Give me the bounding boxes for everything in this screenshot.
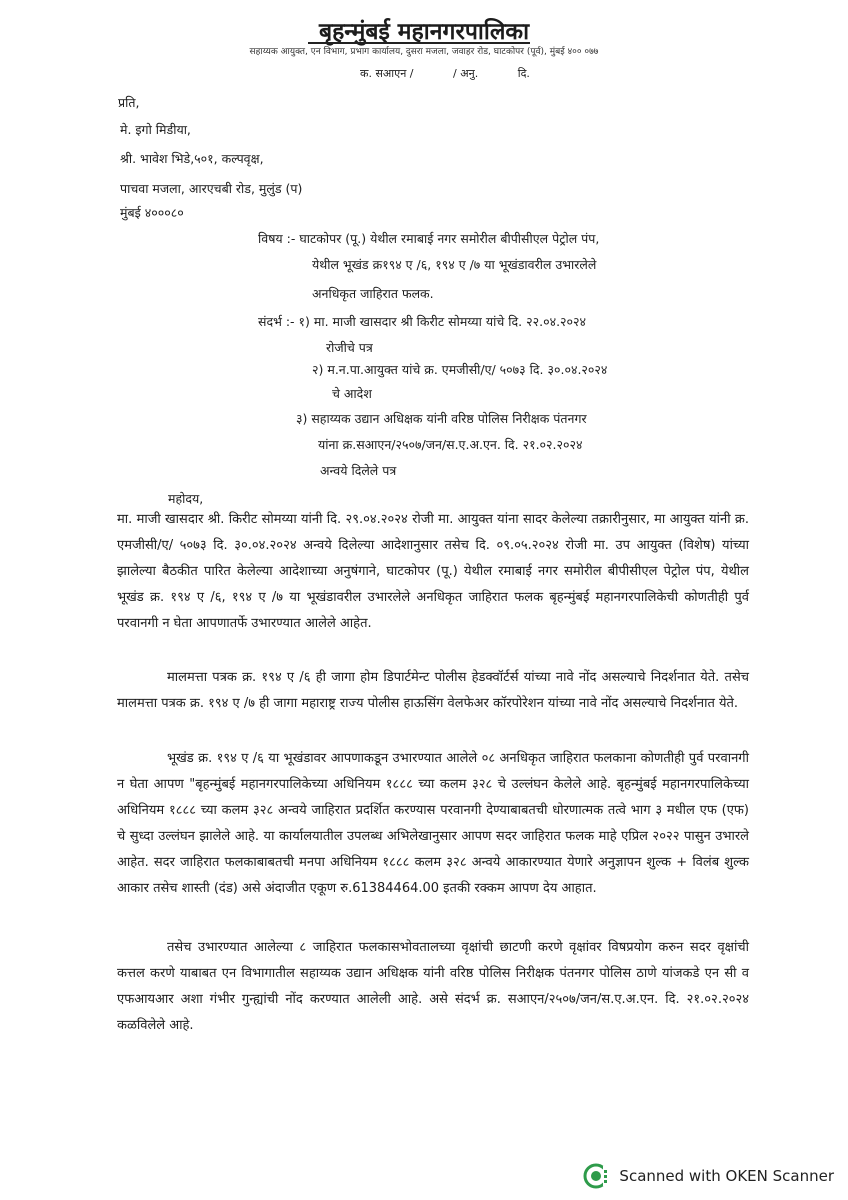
reference-3-line-3: अन्वये दिलेले पत्र [320,463,397,478]
reference-1-line-1: संदर्भ :- १) मा. माजी खासदार श्री किरीट सोमय्या यांचे दि. २२.०४.२०२४ [258,314,587,329]
recipient-line-2: श्री. भावेश भिडे,५०१, कल्पवृक्ष, [120,151,264,166]
reference-number-line [360,66,566,81]
reference-2-line-2: चे आदेश [332,386,372,401]
ref-anu: / अनु. [453,67,479,80]
scanner-text: Scanned with OKEN Scanner [619,1167,834,1185]
subject-line-2: येथील भूखंड क्र१९४ ए /६, १९४ ए /७ या भूखंडावरील उभारलेले [312,257,597,272]
paragraph-4: तसेच उभारण्यात आलेल्या ८ जाहिरात फलकासभोवतालच्या वृक्षांची छाटणी करणे वृक्षांवर विषप्रयोग करुन सदर वृक्षांची कत्तल करणे याबाबत एन विभागातील सहाय्यक उद्यान अधिक्षक यांनी वरिष्ठ पोलिस निरीक्षक पंतनगर पोलिस ठाणे यांजकडे एन सी व एफआयआर अशा गंभीर गुन्ह्यांची नोंद करण्यात आलेली आहे. असे संदर्भ क्र. सआएन/२५०७/जन/स.ए.अ.एन. दि. २१.०२.२०२४ कळविलेले आहे. [117,940,749,1033]
paragraph-3: भूखंड क्र. १९४ ए /६ या भूखंडावर आपणाकडून उभारण्यात आलेले ०८ अनधिकृत जाहिरात फलकाना कोणतीही पुर्व परवानगी न घेता आपण "बृहन्मुंबई महानगरपालिकेच्या अधिनियम १८८८ च्या कलम ३२८ चे उल्लंघन केलेले आहे. बृहन्मुंबई महानगरपालिकेच्या अधिनियम १८८८ च्या कलम ३२८ अन्वये जाहिरात प्रदर्शित करण्यास परवानगी देण्याबाबतची धोरणात्मक तत्वे भाग ३ मधील एफ (एफ) चे सुध्दा उल्लंघन झालेले आहे. या कार्यालयातील उपलब्ध अभिलेखानुसार आपण सदर जाहिरात फलक माहे एप्रिल २०२२ पासुन उभारले आहेत. सदर जाहिरात फलकाबाबतची मनपा अधिनियम १८८८ कलम ३२८ अन्वये आकारण्यात येणारे अनुज्ञापन शुल्क + विलंब शुल्क आकार तसेच शास्ती (दंड) असे अंदाजीत एकूण रु.61384464.00 इतकी रक्कम आपण देय आहात. [117,751,749,896]
subject-line-3: अनधिकृत जाहिरात फलक. [312,286,434,301]
subject-line-1: विषय :- घाटकोपर (पू.) येथील रमाबाई नगर समोरील बीपीसीएल पेट्रोल पंप, [258,231,600,246]
recipient-line-3: पाचवा मजला, आरएचबी रोड, मुलुंड (प) [120,181,303,196]
paragraph-3-wrap [117,746,749,902]
scanner-watermark [583,1163,834,1189]
recipient-line-1: मे. इगो मिडीया, [120,122,191,137]
paragraph-1: मा. माजी खासदार श्री. किरीट सोमय्या यांनी दि. २९.०४.२०२४ रोजी मा. आयुक्त यांना सादर केलेल्या तक्रारीनुसार, मा आयुक्त यांनी क्र. एमजीसी/ए/ ५०७३ दि. ३०.०४.२०२४ अन्वये दिलेल्या आदेशानुसार तसेच दि. ०९.०५.२०२४ रोजी मा. उप आयुक्त (विशेष) यांच्या झालेल्या बैठकीत पारित केलेल्या आदेशाच्या अनुषंगाने, घाटकोपर (पू.) येथील रमाबाई नगर समोरील बीपीसीएल पेट्रोल पंप, येथील भूखंड क्र. १९४ ए /६, १९४ ए /७ या भूखंडावरील उभारलेले अनधिकृत जाहिरात फलक बृहन्मुंबई महानगरपालिकेची कोणतीही पुर्व परवानगी न घेता आपणातर्फे उभारण्यात आलेले आहेत. [117,512,749,631]
reference-3-line-1: ३) सहाय्यक उद्यान अधिक्षक यांनी वरिष्ठ पोलिस निरीक्षक पंतनगर [296,411,587,426]
paragraph-4-wrap [117,935,749,1039]
recipient-line-4: मुंबई ४०००८० [120,205,184,220]
paragraph-2-wrap [117,665,749,717]
paragraph-2: मालमत्ता पत्रक क्र. १९४ ए /६ ही जागा होम डिपार्टमेन्ट पोलीस हेडक्वॉर्टर्स यांच्या नावे नोंद असल्याचे निदर्शनात येते. तसेच मालमत्ता पत्रक क्र. १९४ ए /७ ही जागा महाराष्ट्र राज्य पोलीस हाऊसिंग वेलफेअर कॉरपोरेशन यांच्या नावे नोंद असल्याचे निदर्शनात येते. [117,670,749,711]
salutation: महोदय, [168,491,204,506]
ref-number: क. सआएन / [360,67,414,80]
reference-2-line-1: २) म.न.पा.आयुक्त यांचे क्र. एमजीसी/ए/ ५०७३ दि. ३०.०४.२०२४ [312,362,608,377]
scanner-logo-icon [583,1163,609,1189]
office-address: सहाय्यक आयुक्त, एन विभाग, प्रभाग कार्यालय, दुसरा मजला, जवाहर रोड, घाटकोपर (पूर्व), मुंबई ४०० ०७७ [249,47,599,57]
reference-1-line-2: रोजीचे पत्र [326,340,373,355]
page-title: बृहन्मुंबई महानगरपालिका [318,19,530,45]
ref-date: दि. [517,67,530,80]
recipient-prati: प्रति, [118,95,140,110]
reference-3-line-2: यांना क्र.सआएन/२५०७/जन/स.ए.अ.एन. दि. २१.०२.२०२४ [318,437,583,452]
